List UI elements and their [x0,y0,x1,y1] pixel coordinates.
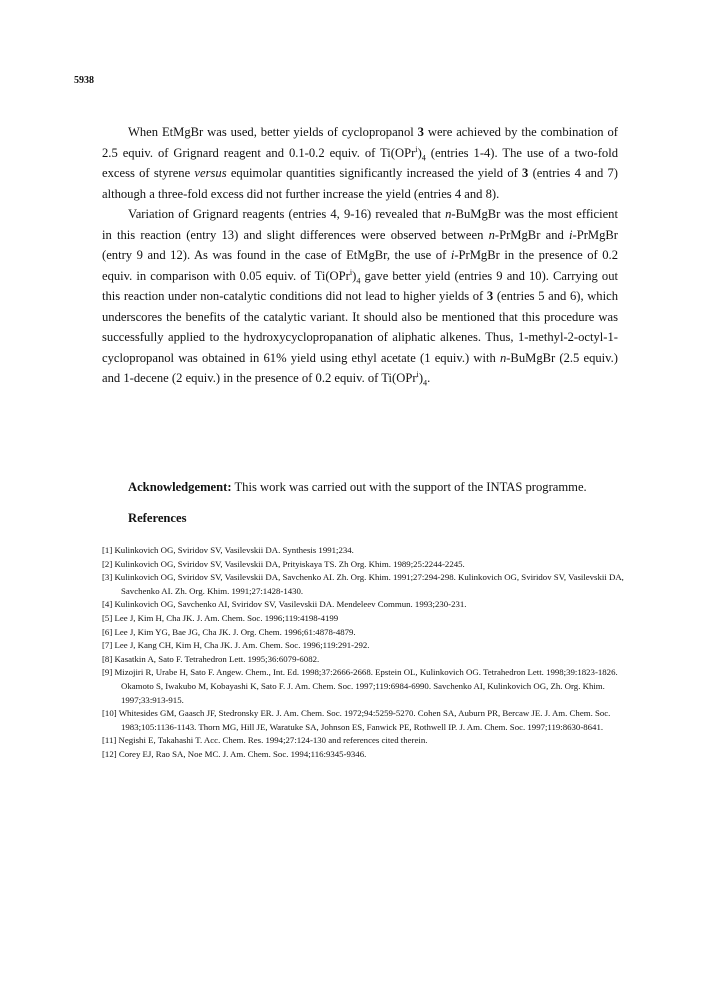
reference-item: [3] Kulinkovich OG, Sviridov SV, Vasilevskii DA, Savchenko AI. Zh. Org. Khim. 1991;27:294-298. Kulinkovich OG, Sviridov SV, Vasilevskii DA, Savchenko AI. Zh. Org. Khim. 1991;27:1428-1430. [102,572,624,596]
reference-item: [9] Mizojiri R, Urabe H, Sato F. Angew. Chem., Int. Ed. 1998;37:2666-2668. Epstein OL, Kulinkovich OG. Tetrahedron Lett. 1998;39:1823-1826. Okamoto S, Iwakubo M, Kobayashi K, Sato F. J. Am. Chem. Soc. 1997;119:6984-6990. Savchenko AI, Kulinkovich OG, Zh. Org. Khim. 1997;33:913-915. [102,667,618,705]
reference-item: [10] Whitesides GM, Gaasch JF, Stedronsky ER. J. Am. Chem. Soc. 1972;94:5259-5270. Cohen SA, Auburn PR, Bercaw JE. J. Am. Chem. Soc. 1983;105:1136-1143. Thorn MG, Hill JE, Waratuke SA, Johnson ES, Fanwick PE, Rothwell IP. J. Am. Chem. Soc. 1997;119:8630-8641. [102,708,611,732]
body-text [102,122,618,389]
paragraph-cyclopropanol-yields: When EtMgBr was used, better yields of cyclopropanol 3 were achieved by the combination of 2.5 equiv. of Grignard reagent and 0.1-0.2 equiv. of $Ti(OPr^i)_4$ (entries 1-4). The use of a two-fold excess of styrene versus equimolar quantities significantly increased the yield of 3 (entries 4 and 7) although a three-fold excess did not further increase the yield (entries 4 and 8). [102,125,619,201]
references-list [102,544,642,762]
acknowledgement [128,480,628,495]
reference-item: [7] Lee J, Kang CH, Kim H, Cha JK. J. Am. Chem. Soc. 1996;119:291-292. [102,640,370,651]
reference-item: [6] Lee J, Kim YG, Bae JG, Cha JK. J. Org. Chem. 1996;61:4878-4879. [102,626,356,637]
paragraph-grignard-variation: Variation of Grignard reagents (entries 4, 9-16) revealed that n-BuMgBr was the most efficient in this reaction (entry 13) and slight differences were observed between n-PrMgBr and i-PrMgBr (entry 9 and 12). As was found in the case of EtMgBr, the use of i-PrMgBr in the presence of 0.2 equiv. in comparison with 0.05 equiv. of $Ti(OPr^i)_4$ gave better yield (entries 9 and 10). Carrying out this reaction under non-catalytic conditions did not lead to higher yields of 3 (entries 5 and 6), which underscores the benefits of the catalytic variant. It should also be mentioned that this procedure was successfully applied to the hydroxycyclopropanation of aliphatic alkenes. Thus, 1-methyl-2-octyl-1-cyclopropanol was obtained in 61% yield using ethyl acetate (1 equiv.) with n-BuMgBr (2.5 equiv.) and 1-decene (2 equiv.) in the presence of 0.2 equiv. of $Ti(OPr^i)_4$. [102,207,619,388]
reference-item: [4] Kulinkovich OG, Savchenko AI, Sviridov SV, Vasilevskii DA. Mendeleev Commun. 1993;230-231. [102,599,467,610]
reference-item: [12] Corey EJ, Rao SA, Noe MC. J. Am. Chem. Soc. 1994;116:9345-9346. [102,748,367,759]
reference-item: [1] Kulinkovich OG, Sviridov SV, Vasilevskii DA. Synthesis 1991;234. [102,545,354,555]
acknowledgement-label: Acknowledgement: [128,480,232,494]
acknowledgement-text: This work was carried out with the support of the INTAS programme. [231,480,587,494]
reference-item: [5] Lee J, Kim H, Cha JK. J. Am. Chem. Soc. 1996;119:4198-4199 [102,612,339,623]
references-heading: References [128,511,187,525]
reference-item: [8] Kasatkin A, Sato F. Tetrahedron Lett. 1995;36:6079-6082. [102,653,320,664]
reference-item: [11] Negishi E, Takahashi T. Acc. Chem. Res. 1994;27:124-130 and references cited therein. [102,735,428,746]
page-number: 5938 [74,75,94,86]
reference-item: [2] Kulinkovich OG, Sviridov SV, Vasilevskii DA, Prityiskaya TS. Zh Org. Khim. 1989;25:2244-2245. [102,558,465,569]
